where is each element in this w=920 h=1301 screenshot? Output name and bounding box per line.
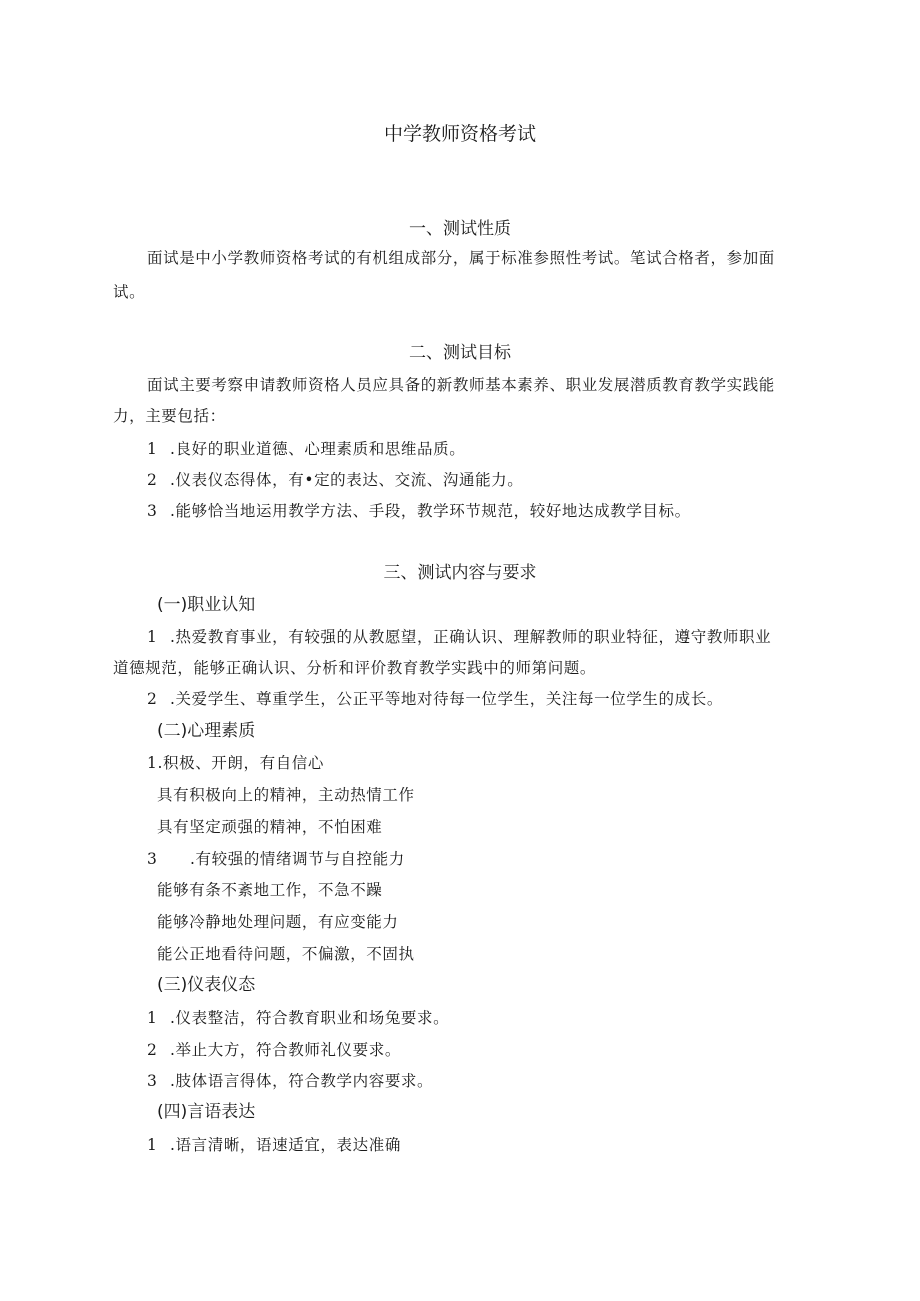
section-heading-2: 二、测试目标 <box>409 343 511 363</box>
detail-line: 能够冷静地处理问题，有应变能力 <box>157 913 399 931</box>
list-item-text: .语言清晰，语速适宜，表达准确 <box>170 1136 401 1154</box>
list-item-number: 2 <box>147 1041 158 1059</box>
subsection-heading-1: (一)职业认知 <box>157 595 256 615</box>
list-item-number: 2 <box>147 690 158 708</box>
detail-line: 能公正地看待问题，不偏激，不固执 <box>157 945 415 963</box>
list-item-number: 1 <box>147 1136 158 1154</box>
subsection-heading-3: (三)仪表仪态 <box>157 975 256 995</box>
list-item-number: 1 <box>147 440 158 458</box>
subsection-heading-4: (四)言语表达 <box>157 1102 256 1122</box>
list-item-number: 1 <box>147 628 158 646</box>
subsection-heading-2: (二)心理素质 <box>157 721 256 741</box>
section-heading-3: 三、测试内容与要求 <box>383 563 537 583</box>
list-item-text: .有较强的情绪调节与自控能力 <box>190 850 405 868</box>
document-title: 中学教师资格考试 <box>383 123 536 145</box>
paragraph-line: 力，主要包括： <box>113 407 226 425</box>
paragraph-line: 试。 <box>113 283 146 301</box>
list-item-text: .良好的职业道德、心理素质和思维品质。 <box>170 440 466 458</box>
list-item-text: .热爱教育事业，有较强的从教愿望，正确认识、理解教师的职业特征，遵守教师职业 <box>170 628 772 646</box>
list-item-text: .肢体语言得体，符合教学内容要求。 <box>170 1072 434 1090</box>
section-heading-1: 一、测试性质 <box>409 219 511 239</box>
detail-line: 能够有条不紊地工作，不急不躁 <box>157 881 383 899</box>
list-item-text: .仪表整洁，符合教育职业和场兔要求。 <box>170 1009 450 1027</box>
list-item-text: .能够恰当地运用教学方法、手段，教学环节规范，较好地达成教学目标。 <box>170 502 691 520</box>
list-item-text: 道德规范，能够正确认识、分析和评价教育教学实践中的师第问题。 <box>113 659 597 677</box>
list-item-text: .仪表仪态得体，有•定的表达、交流、沟通能力。 <box>170 471 524 489</box>
list-item-text: .关爱学生、尊重学生，公正平等地对待每一位学生，关注每一位学生的成长。 <box>170 690 723 708</box>
list-item-number: 3 <box>147 502 158 520</box>
detail-line: 具有坚定顽强的精神，不怕困难 <box>157 818 383 836</box>
list-item-number: 2 <box>147 471 158 489</box>
list-item-number: 3 <box>147 850 158 868</box>
detail-line: 具有积极向上的精神，主动热情工作 <box>157 786 415 804</box>
paragraph-line: 面试主要考察申请教师资格人员应具备的新教师基本素养、职业发展潜质教育教学实践能 <box>147 376 775 394</box>
paragraph-line: 面试是中小学教师资格考试的有机组成部分，属于标准参照性考试。笔试合格者，参加面 <box>147 249 775 267</box>
list-item-text: .举止大方，符合教师礼仪要求。 <box>170 1041 401 1059</box>
list-item-number: 1 <box>147 1009 158 1027</box>
list-item-number: 3 <box>147 1072 158 1090</box>
list-item-text: 1.积极、开朗，有自信心 <box>147 754 324 772</box>
